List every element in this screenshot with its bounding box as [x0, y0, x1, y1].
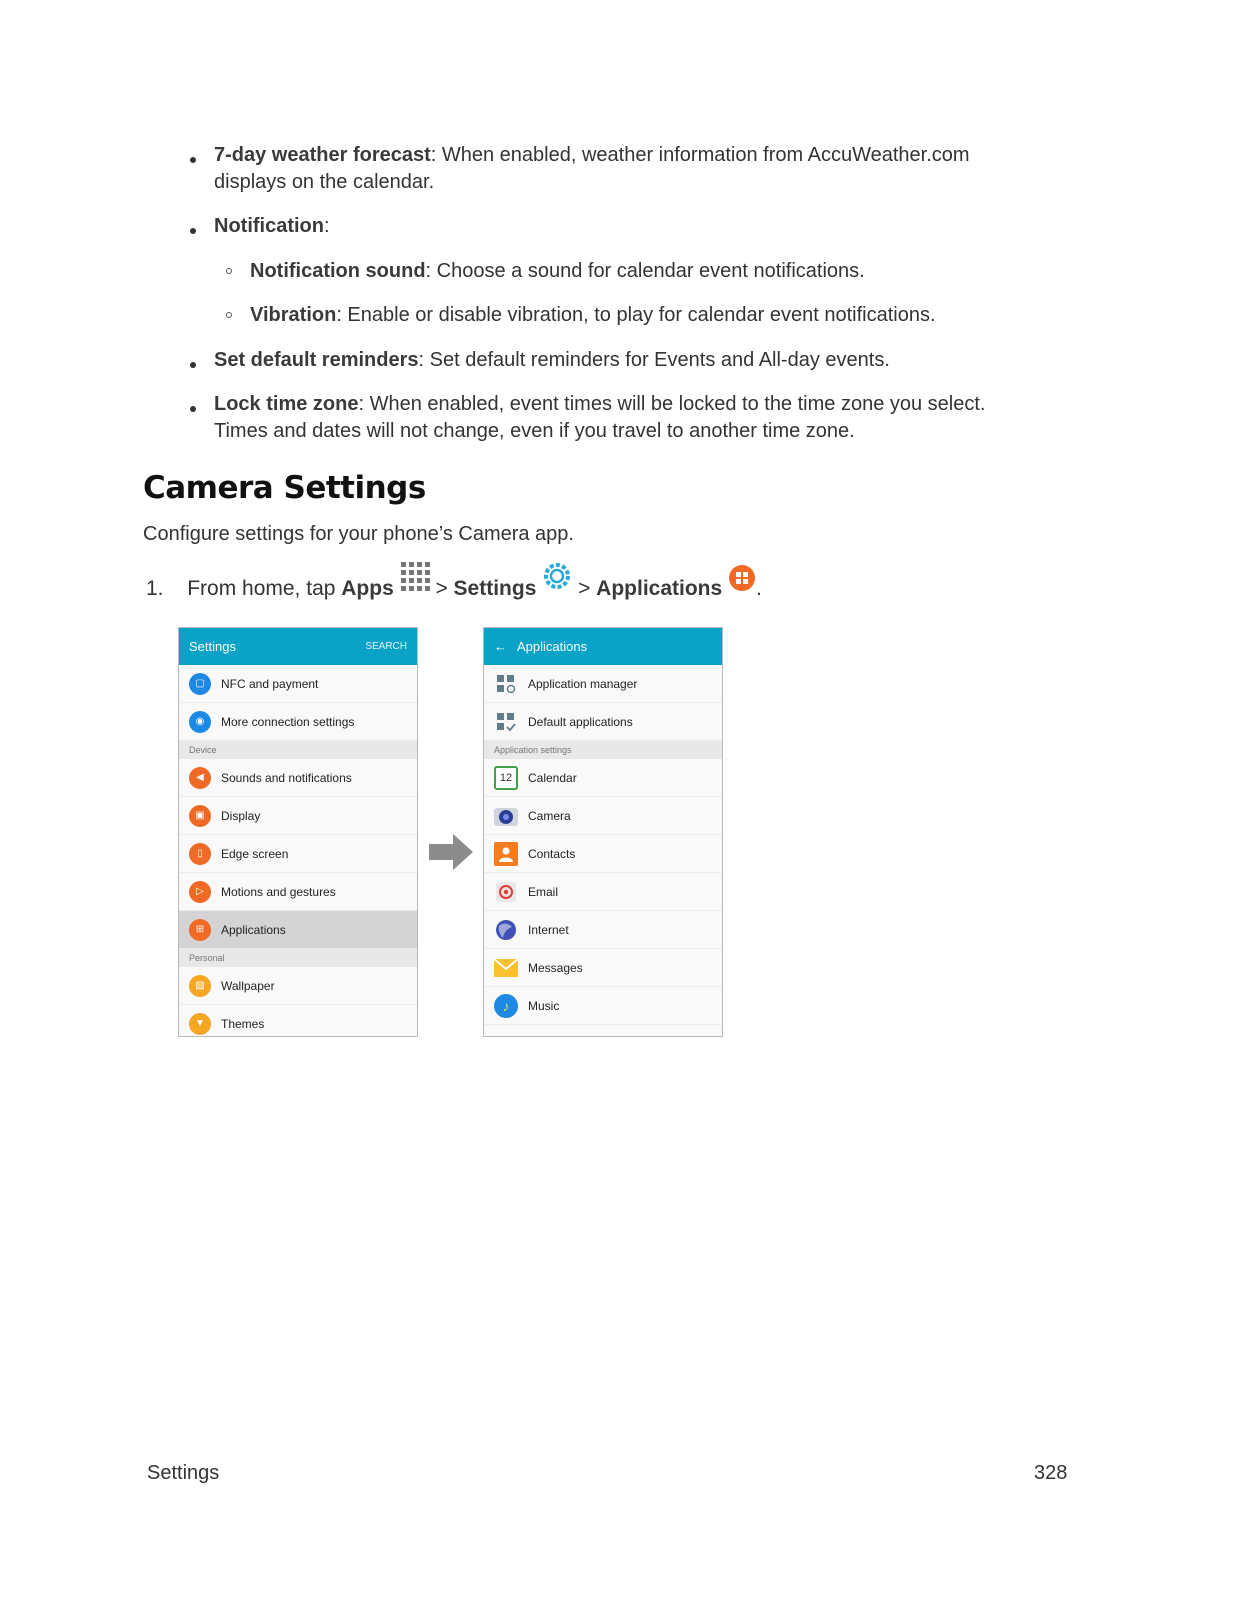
- section-title: Camera Settings: [143, 470, 426, 506]
- page-number: 328: [1034, 1462, 1068, 1484]
- section-header-personal: Personal: [179, 949, 417, 967]
- step-number: 1.: [146, 577, 164, 601]
- arrow-right-icon: [429, 832, 475, 877]
- wallpaper-icon: ▨: [189, 975, 211, 997]
- bullet-dot: [190, 362, 196, 368]
- internet-icon: [494, 918, 518, 942]
- bullet-lock-time-zone: Lock time zone: When enabled, event times will be locked to the time zone you select. Times and dates will not change, even if you travel to another time zone.: [214, 393, 986, 442]
- settings-item-wallpaper[interactable]: ▨ Wallpaper: [179, 967, 417, 1005]
- connection-icon: ◉: [189, 711, 211, 733]
- app-item-application-manager[interactable]: Application manager: [484, 665, 722, 703]
- motion-icon: ▷: [189, 881, 211, 903]
- bullet-dot: [190, 228, 196, 234]
- bullet-weather-forecast: 7-day weather forecast: When enabled, weather information from AccuWeather.com displays on the calendar.: [214, 144, 970, 193]
- music-icon: ♪: [494, 994, 518, 1018]
- settings-item-more-connection[interactable]: ◉ More connection settings: [179, 703, 417, 741]
- settings-screen-title: Settings: [189, 639, 236, 654]
- bullet-notification: Notification:: [214, 215, 330, 237]
- applications-icon: [728, 564, 756, 599]
- settings-item-nfc[interactable]: ▢ NFC and payment: [179, 665, 417, 703]
- section-header-device: Device: [179, 741, 417, 759]
- sub-bullet-notification-sound: Notification sound: Choose a sound for calendar event notifications.: [250, 260, 865, 282]
- app-item-contacts[interactable]: Contacts: [484, 835, 722, 873]
- app-item-calendar[interactable]: 12 Calendar: [484, 759, 722, 797]
- nfc-icon: ▢: [189, 673, 211, 695]
- applications-topbar: [484, 628, 722, 665]
- bullet-dot: [190, 157, 196, 163]
- app-item-email[interactable]: Email: [484, 873, 722, 911]
- app-item-messages[interactable]: Messages: [484, 949, 722, 987]
- display-icon: ▣: [189, 805, 211, 827]
- section-intro: Configure settings for your phone’s Camera app.: [143, 523, 574, 545]
- sub-bullet-dot: [226, 312, 232, 318]
- app-item-partial: [484, 1025, 722, 1037]
- app-manager-icon: [494, 672, 518, 696]
- sub-bullet-vibration: Vibration: Enable or disable vibration, to play for calendar event notifications.: [250, 304, 936, 326]
- settings-item-themes[interactable]: ▼ Themes: [179, 1005, 417, 1037]
- apps-label: Apps: [341, 577, 394, 601]
- settings-gear-icon: [542, 561, 572, 598]
- settings-screenshot: [178, 627, 418, 1037]
- applications-icon: ⊞: [189, 919, 211, 941]
- applications-label: Applications: [596, 577, 723, 601]
- settings-item-sounds[interactable]: ◀ Sounds and notifications: [179, 759, 417, 797]
- footer-section-name: Settings: [147, 1462, 220, 1484]
- bullet-dot: [190, 406, 196, 412]
- sub-bullet-dot: [226, 268, 232, 274]
- settings-item-edge-screen[interactable]: ▯ Edge screen: [179, 835, 417, 873]
- email-icon: [494, 880, 518, 904]
- default-apps-icon: [494, 710, 518, 734]
- section-header-application-settings: Application settings: [484, 741, 722, 759]
- settings-item-motions[interactable]: ▷ Motions and gestures: [179, 873, 417, 911]
- edge-icon: ▯: [189, 843, 211, 865]
- app-item-music[interactable]: ♪ Music: [484, 987, 722, 1025]
- applications-screenshot: [483, 627, 723, 1037]
- messages-icon: [494, 956, 518, 980]
- search-link[interactable]: SEARCH: [365, 641, 407, 652]
- camera-icon: [494, 804, 518, 828]
- back-arrow-icon[interactable]: ←: [494, 639, 507, 654]
- app-item-internet[interactable]: Internet: [484, 911, 722, 949]
- bullet-default-reminders: Set default reminders: Set default reminders for Events and All-day events.: [214, 349, 890, 371]
- applications-screen-title: Applications: [517, 639, 588, 654]
- settings-item-display[interactable]: ▣ Display: [179, 797, 417, 835]
- settings-label: Settings: [453, 577, 537, 601]
- settings-topbar: [179, 628, 417, 665]
- themes-icon: ▼: [189, 1013, 211, 1035]
- sound-icon: ◀: [189, 767, 211, 789]
- calendar-icon: 12: [494, 766, 518, 790]
- app-item-camera[interactable]: Camera: [484, 797, 722, 835]
- apps-grid-icon: [400, 561, 430, 598]
- app-item-default-applications[interactable]: Default applications: [484, 703, 722, 741]
- step-1: 1. From home, tap Apps > Settings > Applications .: [146, 571, 762, 608]
- settings-item-applications[interactable]: ⊞ Applications: [179, 911, 417, 949]
- contacts-icon: [494, 842, 518, 866]
